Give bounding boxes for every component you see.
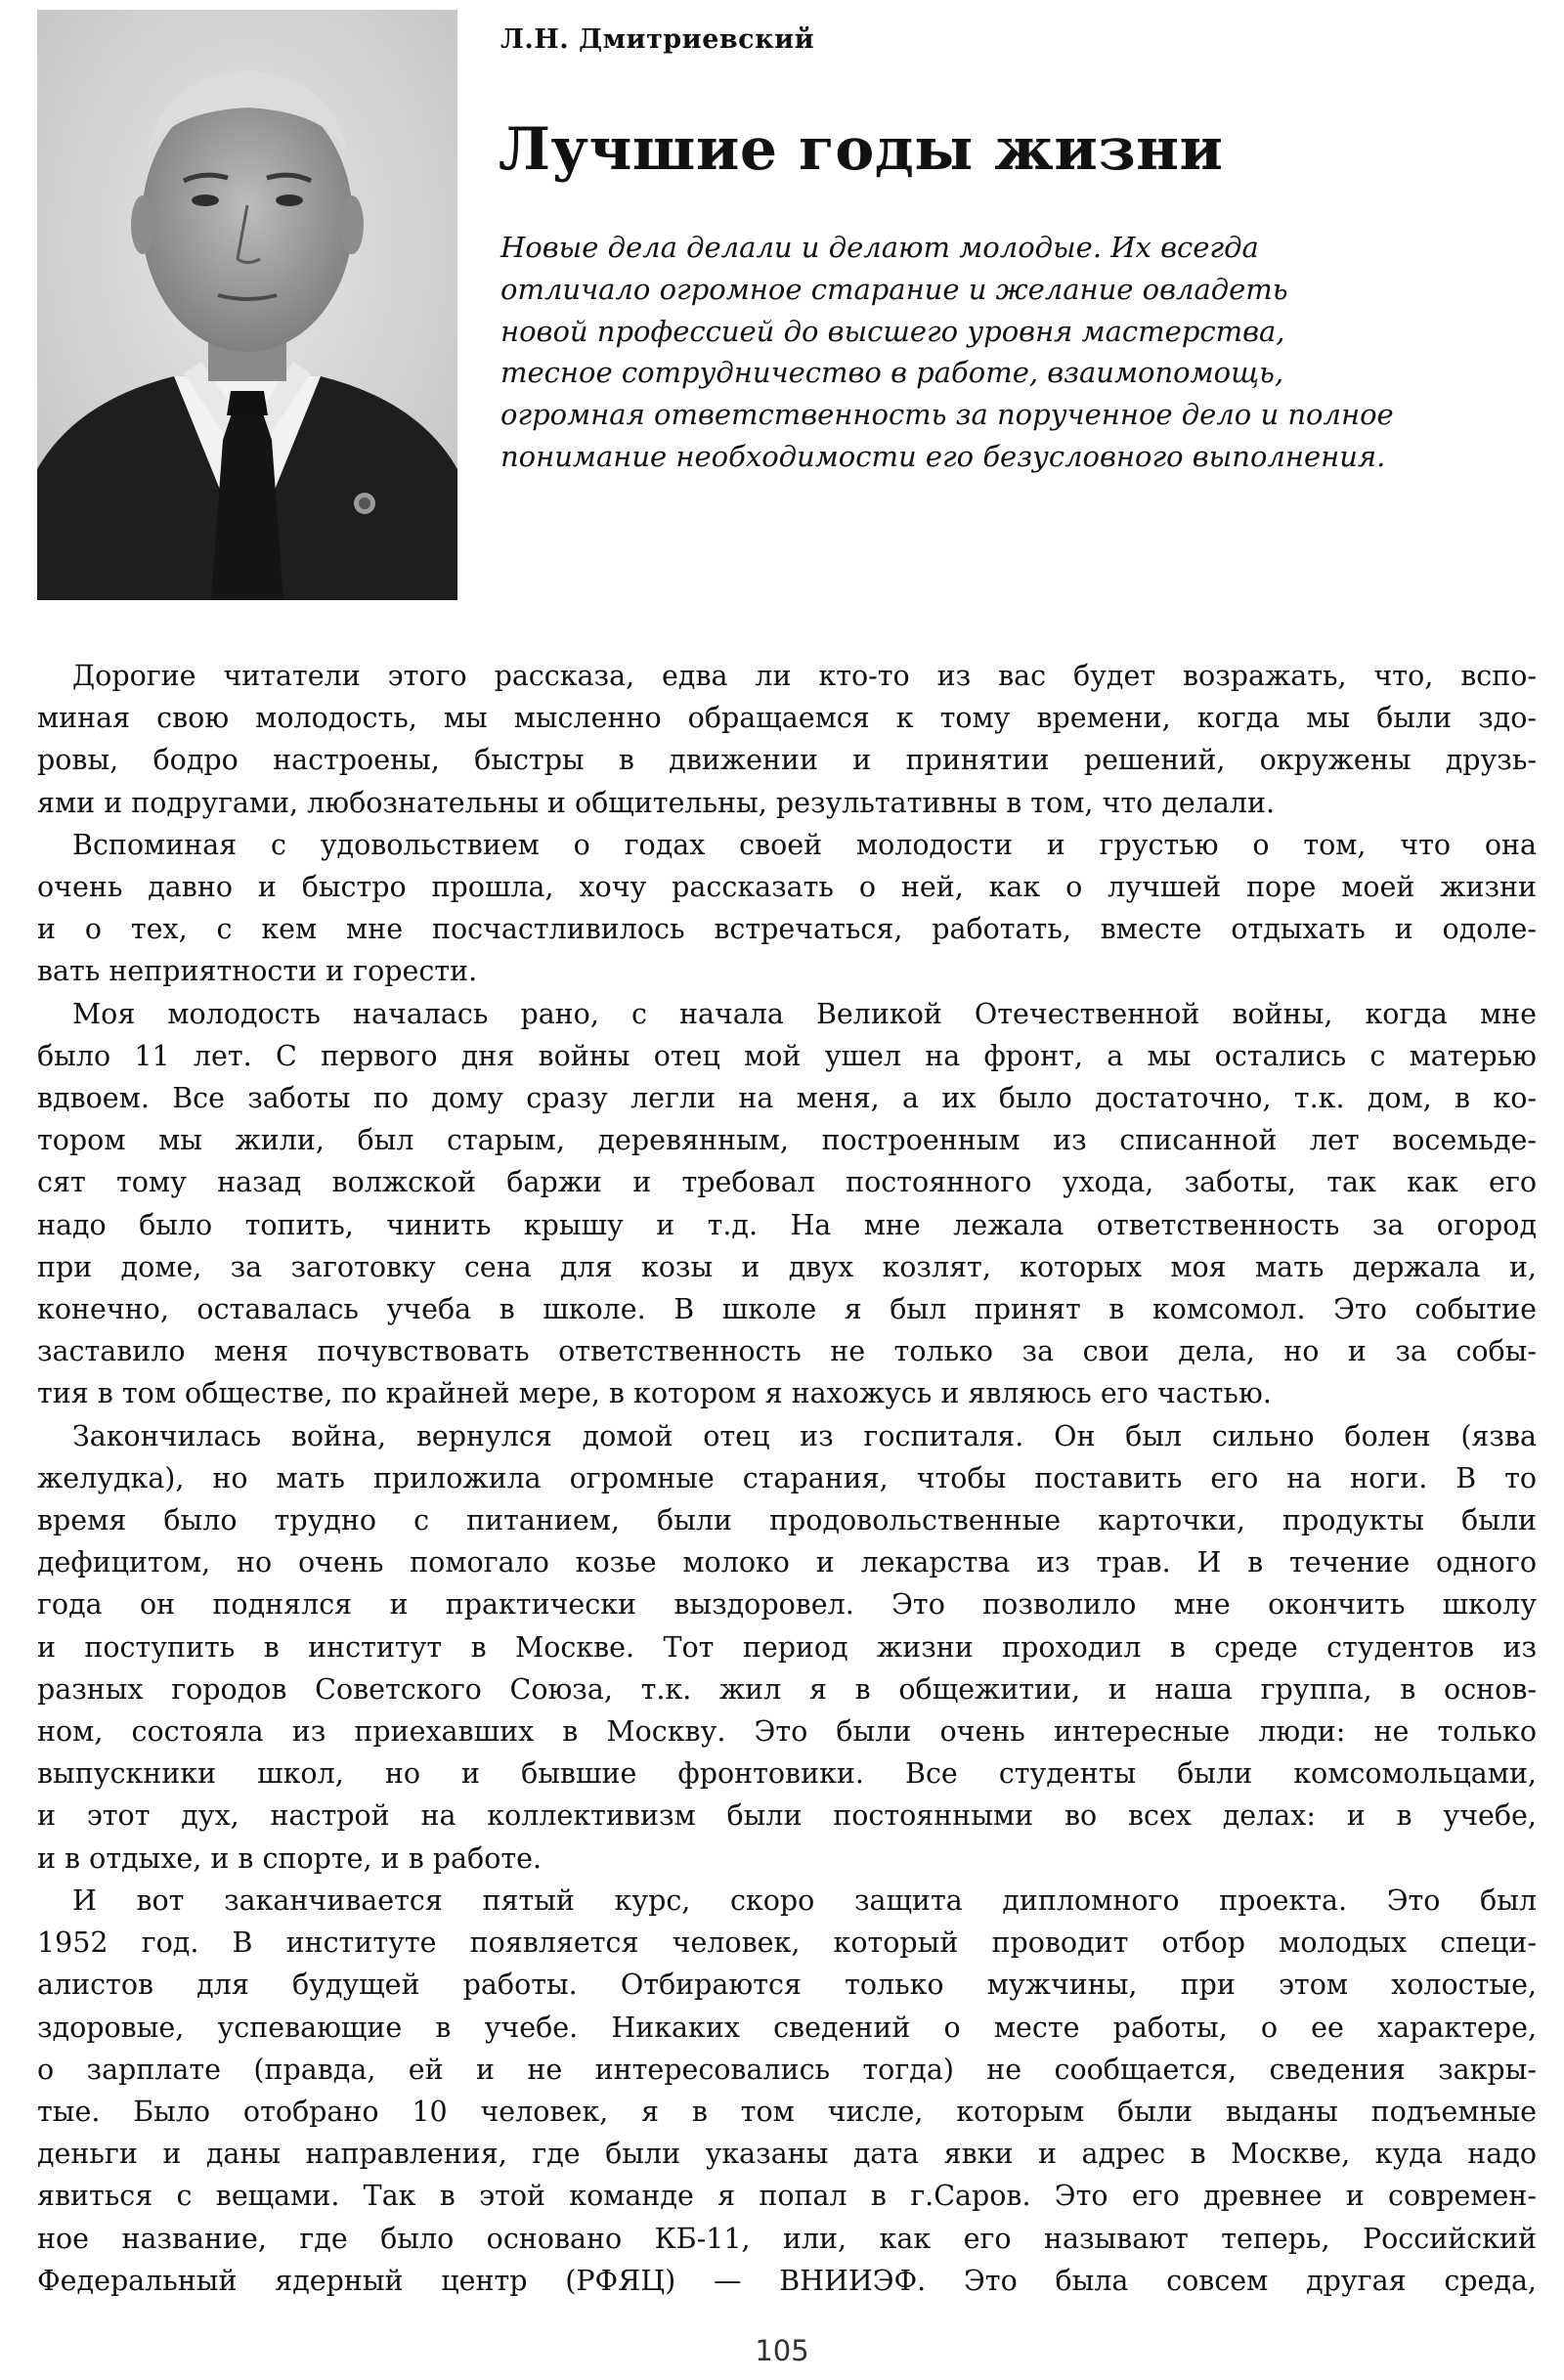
body-line: миная свою молодость, мы мысленно обращаемся к тому времени, когда мы были здо- [37,702,1537,735]
body-line: Федеральный ядерный центр (РФЯЦ) — ВНИИЭФ. Это была совсем другая среда, [37,2264,1537,2297]
body-line: желудка), но мать приложила огромные старания, чтобы поставить его на ноги. В то [37,1461,1537,1494]
body-line: вдвоем. Все заботы по дому сразу легли на меня, а их было достаточно, т.к. дом, в ко- [37,1082,1537,1115]
article-body [37,655,1537,2302]
body-line: алистов для будущей работы. Отбираются только мужчины, при этом холостые, [37,1969,1537,2002]
body-line: вать неприятности и горести. [37,955,478,988]
body-line: время было трудно с питанием, были продовольственные карточки, продукты были [37,1504,1537,1537]
body-line: и этот дух, настрой на коллективизм были постоянными во всех делах: и в учебе, [37,1799,1537,1833]
body-line: дефицитом, но очень помогало козье молоко и лекарства из трав. И в течение одного [37,1546,1537,1579]
body-line: тия в том обществе, по крайней мере, в котором я нахожусь и являюсь его частью. [37,1377,1272,1410]
body-line: сят тому назад волжской баржи и требовал постоянного ухода, заботы, так как его [37,1166,1537,1199]
article-author: Л.Н. Дмитриевский [500,24,815,55]
epigraph-line: понимание необходимости его безусловного выполнения. [500,439,1386,473]
page-number: 105 [755,2334,809,2367]
body-line: о зарплате (правда, ей и не интересовались тогда) не сообщается, сведения закры- [37,2053,1537,2086]
body-line: ровы, бодро настроены, быстры в движении и принятии решений, окружены друзь- [37,744,1537,777]
epigraph-line: огромная ответственность за порученное дело и полное [500,398,1394,432]
body-line: и в отдыхе, и в спорте, и в работе. [37,1841,543,1875]
body-line: здоровые, успевающие в учебе. Никаких сведений о месте работы, о ее характере, [37,2011,1537,2044]
body-line: ном, состояла из приехавших в Москву. Это были очень интересные люди: не только [37,1715,1537,1749]
body-line: при доме, за заготовку сена для козы и двух козлят, которых моя мать держала и, [37,1250,1537,1283]
article-title: Лучшие годы жизни [499,115,1224,184]
epigraph-line: отличало огромное старание и желание овладеть [500,272,1288,306]
body-line: очень давно и быстро прошла, хочу рассказать о ней, как о лучшей поре моей жизни [37,871,1537,904]
epigraph-line: новой профессией до высшего уровня мастерства, [500,314,1285,348]
body-line: Моя молодость началась рано, с начала Великой Отечественной войны, когда мне [72,997,1537,1030]
body-line: конечно, оставалась учеба в школе. В школе я был принят в комсомол. Это событие [37,1293,1537,1326]
epigraph [500,227,1537,478]
body-line: выпускники школ, но и бывшие фронтовики. Все студенты были комсомольцами, [37,1757,1537,1791]
body-line: И вот заканчивается пятый курс, скоро защита дипломного проекта. Это был [72,1883,1537,1917]
body-line: ное название, где было основано КБ-11, или, как его называют теперь, Российский [37,2222,1537,2255]
body-line: 1952 год. В институте появляется человек, который проводит отбор молодых специ- [37,1926,1537,1960]
body-line: тором мы жили, был старым, деревянным, построенным из списанной лет восемьде- [37,1124,1537,1157]
body-line: было 11 лет. С первого дня войны отец мой ушел на фронт, а мы остались с матерью [37,1039,1537,1072]
body-line: явиться с вещами. Так в этой команде я попал в г.Саров. Это его древнее и современ- [37,2180,1537,2213]
epigraph-line: Новые дела делали и делают молодые. Их всегда [500,231,1259,264]
body-line: Вспоминая с удовольствием о годах своей молодости и грустью о том, что она [72,828,1537,861]
body-line: деньги и даны направления, где были указаны дата явки и адрес в Москве, куда надо [37,2138,1537,2171]
body-line: тые. Было отобрано 10 человек, я в том числе, которым были выданы подъемные [37,2095,1537,2128]
body-line: разных городов Советского Союза, т.к. жил я в общежитии, и наша группа, в основ- [37,1672,1537,1706]
body-line: заставило меня почувствовать ответственность не только за свои дела, но и за собы- [37,1335,1537,1368]
author-portrait [37,10,457,600]
body-line: ями и подругами, любознательны и общительны, результативны в том, что делали. [37,786,1276,819]
epigraph-line: тесное сотрудничество в работе, взаимопомощь, [500,356,1284,390]
body-line: Закончилась война, вернулся домой отец из госпиталя. Он был сильно болен (язва [72,1419,1537,1452]
author-portrait-image [37,10,457,600]
body-line: года он поднялся и практически выздоровел. Это позволило мне окончить школу [37,1588,1537,1622]
body-line: Дорогие читатели этого рассказа, едва ли кто-то из вас будет возражать, что, вспо- [72,660,1537,692]
body-line: надо было топить, чинить крышу и т.д. На мне лежала ответственность за огород [37,1208,1537,1241]
body-line: и о тех, с кем мне посчастливилось встречаться, работать, вместе отдыхать и одоле- [37,913,1537,946]
body-line: и поступить в институт в Москве. Тот период жизни проходил в среде студентов из [37,1630,1537,1664]
